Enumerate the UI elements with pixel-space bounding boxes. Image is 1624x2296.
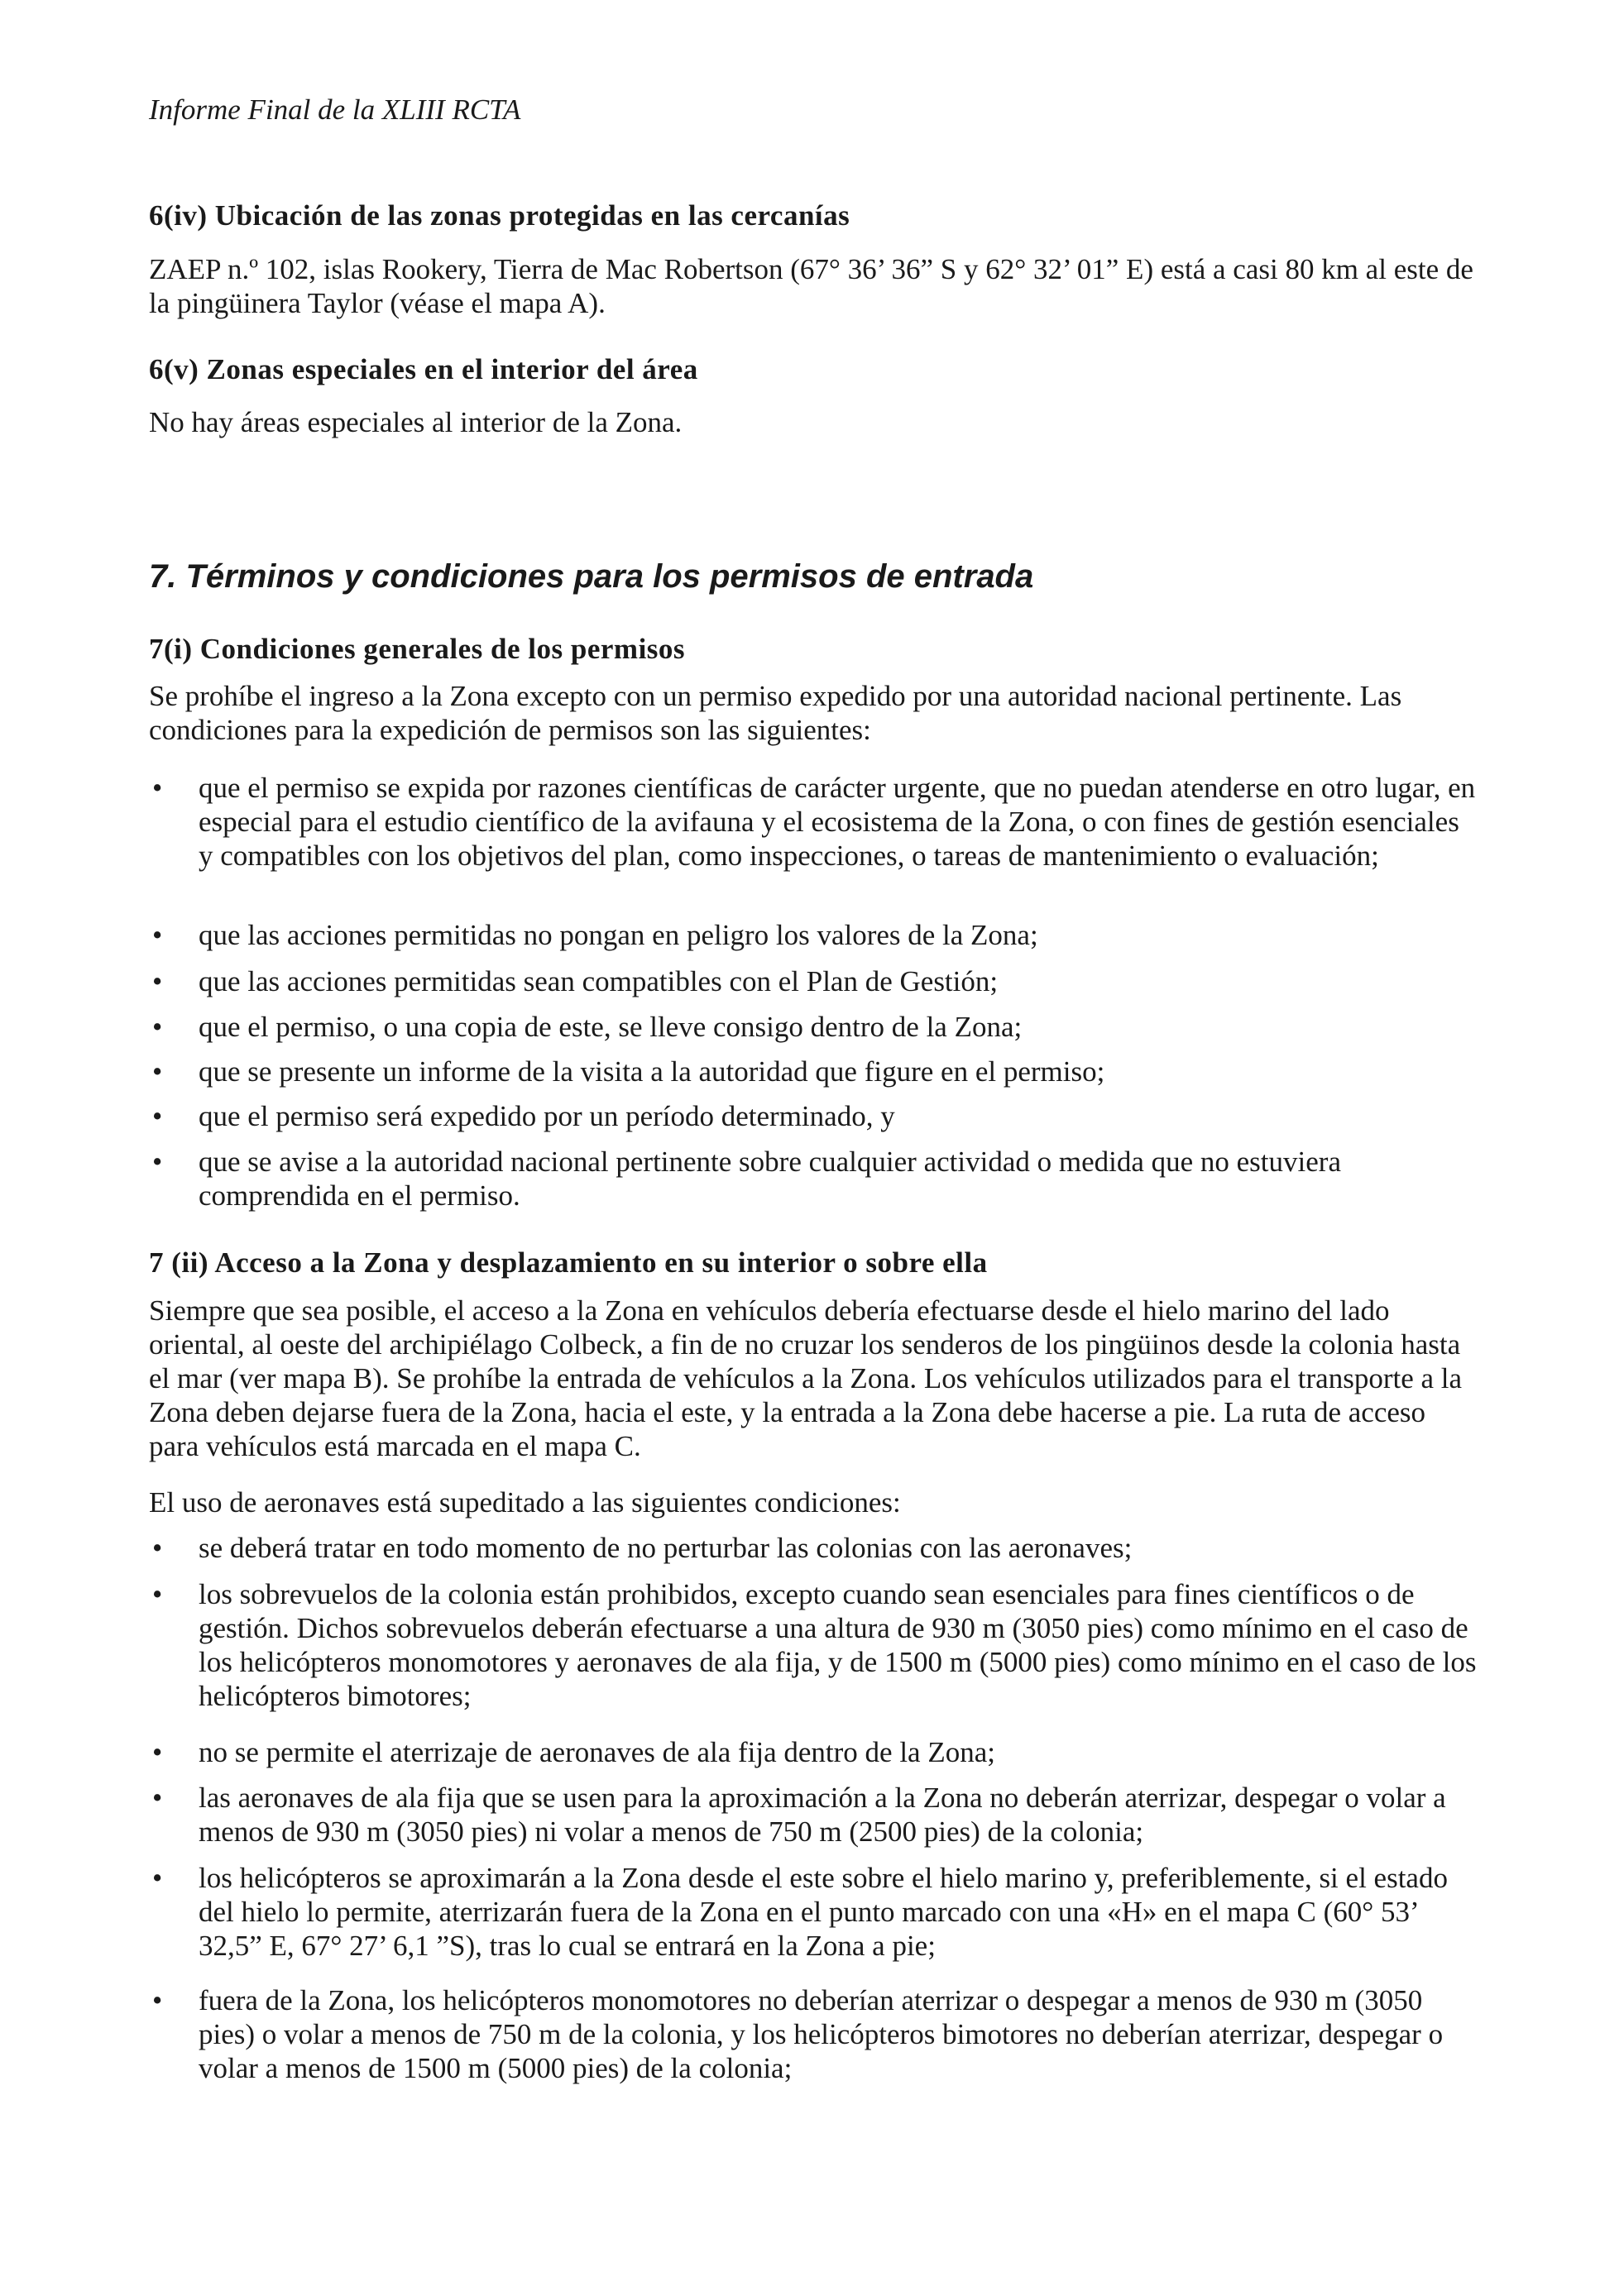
list-item-text: que se avise a la autoridad nacional pertinente sobre cualquier actividad o medida que no estuviera comprendida en el permiso.: [199, 1146, 1341, 1212]
heading-6iv: 6(iv) Ubicación de las zonas protegidas en las cercanías: [149, 199, 850, 232]
heading-7i: 7(i) Condiciones generales de los permisos: [149, 633, 686, 665]
list-item: [149, 1145, 1481, 1213]
bullet-icon: •: [152, 1146, 163, 1178]
list-item: [149, 1055, 1481, 1088]
list-item-text: las aeronaves de ala fija que se usen para la aproximación a la Zona no deberán aterrizar, despegar o volar a menos de 930 m (3050 pies) ni volar a menos de 750 m (2500 pies) de la colonia;: [199, 1782, 1446, 1848]
list-item: [149, 1781, 1481, 1849]
list-item: [149, 1861, 1481, 1963]
paragraph-7ii-access: Siempre que sea posible, el acceso a la Zona en vehículos debería efectuarse desde el hielo marino del lado oriental, al oeste del archipiélago Colbeck, a fin de no cruzar los senderos de los pingüinos desde la colonia hasta el mar (ver mapa B). Se prohíbe la entrada de vehículos a la Zona. Los vehículos utilizados para el transporte a la Zona deben dejarse fuera de la Zona, hacia el este, y la entrada a la Zona debe hacerse a pie. La ruta de acceso para vehículos está marcada en el mapa C.: [149, 1294, 1463, 1462]
running-header: Informe Final de la XLIII RCTA: [149, 93, 521, 126]
paragraph-6iv: ZAEP n.º 102, islas Rookery, Tierra de Mac Robertson (67° 36’ 36” S y 62° 32’ 01” E) está a casi 80 km al este de la pingüinera Taylor (véase el mapa A).: [149, 253, 1473, 319]
list-item-text: que las acciones permitidas no pongan en peligro los valores de la Zona;: [199, 919, 1038, 951]
heading-6v: 6(v) Zonas especiales en el interior del área: [149, 353, 698, 385]
list-item: [149, 918, 1481, 952]
list-item: [149, 1099, 1481, 1133]
list-item-text: que las acciones permitidas sean compatibles con el Plan de Gestión;: [199, 965, 999, 997]
bullet-icon: •: [152, 919, 163, 951]
list-item: [149, 1010, 1481, 1044]
bullet-icon: •: [152, 1578, 163, 1610]
bullet-icon: •: [152, 1100, 163, 1132]
list-item: [149, 964, 1481, 998]
bullet-icon: •: [152, 1984, 163, 2016]
list-item: [149, 1735, 1481, 1769]
paragraph-6v: No hay áreas especiales al interior de la Zona.: [149, 406, 683, 438]
paragraph-7i: Se prohíbe el ingreso a la Zona excepto con un permiso expedido por una autoridad nacional pertinente. Las condiciones para la expedición de permisos son las siguientes:: [149, 680, 1402, 746]
bullet-icon: •: [152, 965, 163, 997]
bullet-icon: •: [152, 772, 163, 804]
list-item-text: los sobrevuelos de la colonia están prohibidos, excepto cuando sean esenciales para fines científicos o de gestión. Dichos sobrevuelos deberán efectuarse a una altura de 930 m (3050 pies) como mínimo en el caso de los helicópteros monomotores y aeronaves de ala fija, y de 1500 m (5000 pies) como mínimo en el caso de los helicópteros bimotores;: [199, 1578, 1477, 1712]
bullet-icon: •: [152, 1782, 163, 1814]
bullet-icon: •: [152, 1736, 163, 1768]
list-item: [149, 1983, 1481, 2085]
list-item-text: fuera de la Zona, los helicópteros monomotores no deberían aterrizar o despegar a menos de 930 m (3050 pies) o volar a menos de 750 m de la colonia, y los helicópteros bimotores no deberían aterrizar, despegar o volar a menos de 1500 m (5000 pies) de la colonia;: [199, 1984, 1444, 2084]
list-item-text: que el permiso se expida por razones científicas de carácter urgente, que no puedan atenderse en otro lugar, en especial para el estudio científico de la avifauna y el ecosistema de la Zona, o con fines de gestión esenciales y compatibles con los objetivos del plan, como inspecciones, o tareas de mantenimiento o evaluación;: [199, 772, 1476, 872]
bullet-icon: •: [152, 1055, 163, 1088]
list-item-text: que se presente un informe de la visita a la autoridad que figure en el permiso;: [199, 1055, 1105, 1088]
list-item: [149, 1531, 1481, 1565]
heading-7ii: 7 (ii) Acceso a la Zona y desplazamiento en su interior o sobre ella: [149, 1246, 988, 1279]
section-heading-7: 7. Términos y condiciones para los permisos de entrada: [149, 558, 1034, 595]
list-item-text: se deberá tratar en todo momento de no perturbar las colonias con las aeronaves;: [199, 1532, 1133, 1564]
list-item-text: no se permite el aterrizaje de aeronaves de ala fija dentro de la Zona;: [199, 1736, 995, 1768]
bullet-icon: •: [152, 1011, 163, 1043]
list-item-text: los helicópteros se aproximarán a la Zona desde el este sobre el hielo marino y, preferiblemente, si el estado del hielo lo permite, aterrizarán fuera de la Zona en el punto marcado con una «H» en el mapa C (60° 53’ 32,5” E, 67° 27’ 6,1 ”S), tras lo cual se entrará en la Zona a pie;: [199, 1862, 1448, 1962]
list-item-text: que el permiso será expedido por un período determinado, y: [199, 1100, 895, 1132]
paragraph-7ii-aircraft: El uso de aeronaves está supeditado a las siguientes condiciones:: [149, 1486, 901, 1519]
list-item: [149, 1577, 1481, 1713]
list-item-text: que el permiso, o una copia de este, se lleve consigo dentro de la Zona;: [199, 1011, 1023, 1043]
bullet-icon: •: [152, 1862, 163, 1894]
list-item: [149, 771, 1481, 873]
bullet-icon: •: [152, 1532, 163, 1564]
